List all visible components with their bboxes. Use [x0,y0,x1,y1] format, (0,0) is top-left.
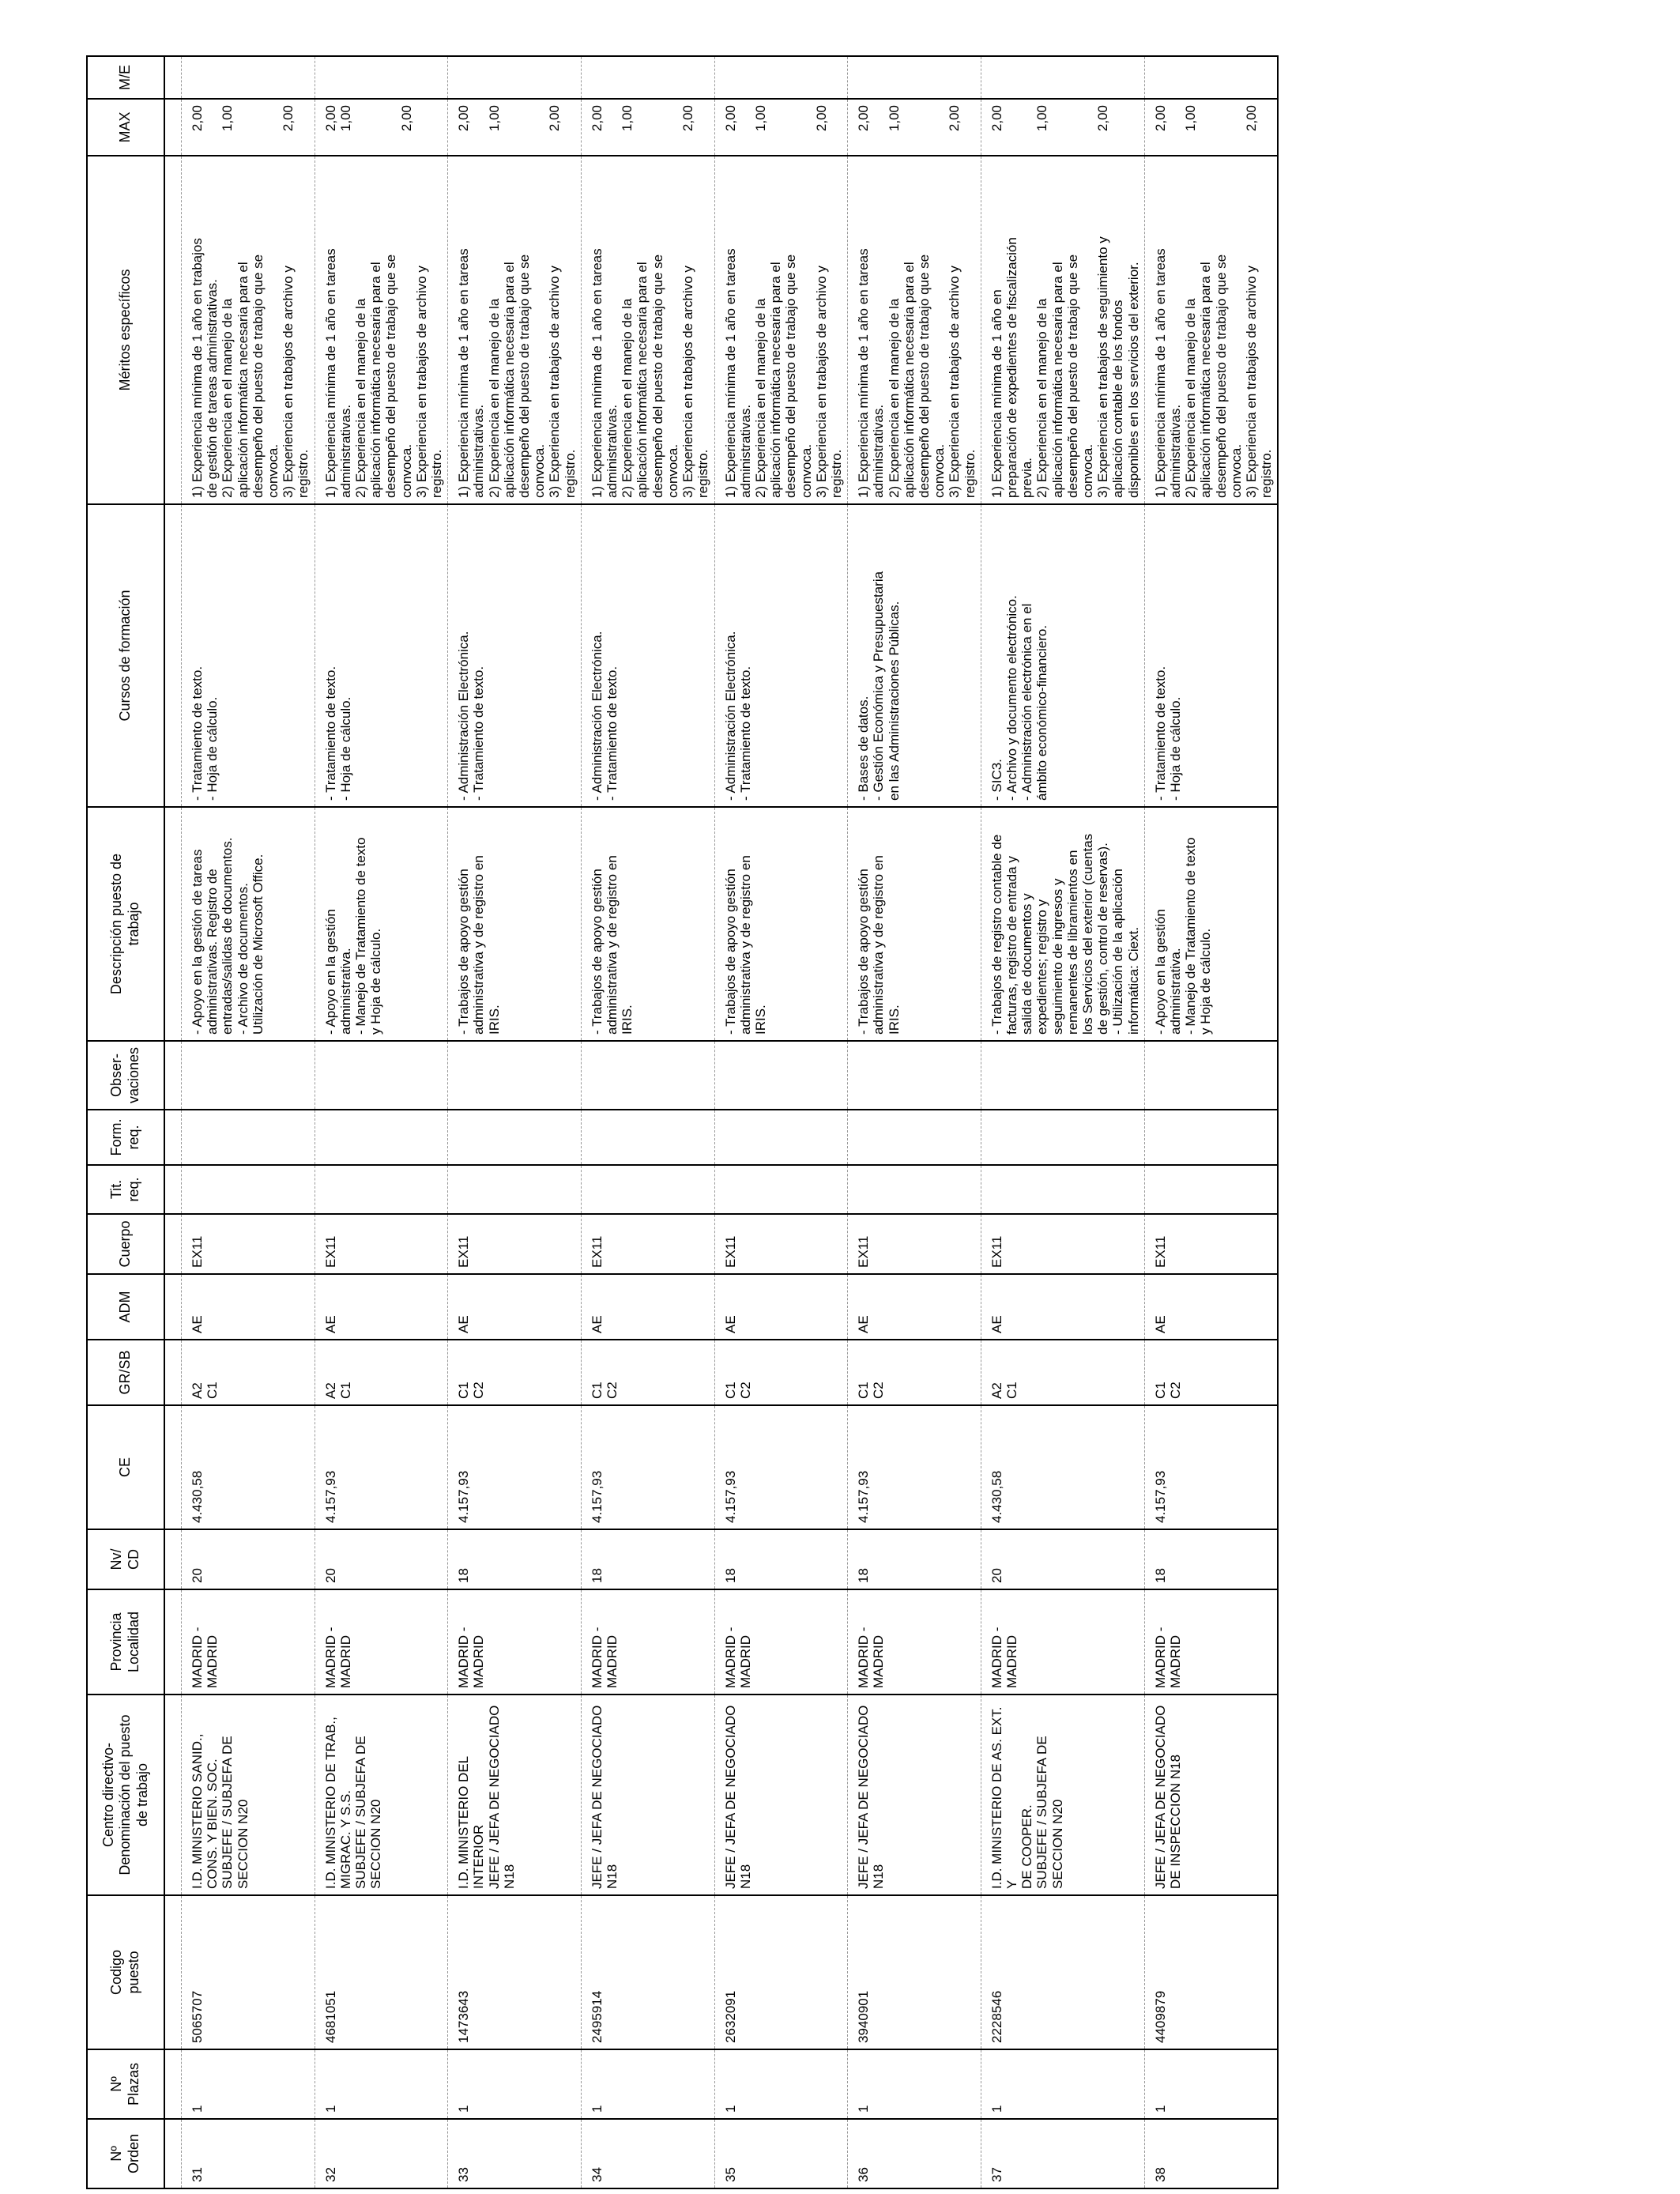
header-nivel: Nv/ CD [87,1529,164,1589]
cell-obs [448,1041,582,1110]
cell-descripcion: - Apoyo en la gestión administrativa. - Manejo de Tratamiento de texto y Hoja de cálculo. [315,807,448,1041]
table-row [981,56,1144,2188]
header-adm: ADM [87,1274,164,1340]
max-score: 2,00 [1095,105,1111,132]
table-row [581,56,714,2188]
spacer-cell [164,1405,182,1529]
cell-max [315,99,448,156]
cell-tit [981,1165,1144,1214]
cell-cuerpo: EX11 [848,1214,981,1274]
cell-tit [448,1165,582,1214]
cell-provincia: MADRID - MADRID [714,1589,848,1695]
max-score: 2,00 [680,105,696,132]
cell-grsb: A2 C1 [182,1340,315,1405]
cell-cuerpo: EX11 [714,1214,848,1274]
cell-codigo: 2228546 [981,1895,1144,2049]
cell-adm: AE [581,1274,714,1340]
cell-centro: JEFE / JEFA DE NEGOCIADO N18 [581,1695,714,1895]
max-score: 2,00 [722,105,738,132]
header-row [87,56,164,2188]
max-score: 1,00 [752,105,768,132]
header-obs: Obser- vaciones [87,1041,164,1110]
max-score: 2,00 [1152,105,1168,132]
cell-plazas: 1 [315,2049,448,2119]
cell-descripcion: - Trabajos de apoyo gestión administrativa y de registro en IRIS. [581,807,714,1041]
max-score: 2,00 [190,105,205,132]
cell-me [315,56,448,99]
cell-plazas: 1 [714,2049,848,2119]
cell-me [182,56,315,99]
cell-cuerpo: EX11 [448,1214,582,1274]
cell-ce: 4.430,58 [981,1405,1144,1529]
cell-form [848,1110,981,1165]
cell-orden: 36 [848,2119,981,2188]
header-me: M/E [87,56,164,99]
cell-form [315,1110,448,1165]
cell-centro: JEFE / JEFA DE NEGOCIADO DE INSPECCION N18 [1144,1695,1278,1895]
max-score: 2,00 [281,105,296,132]
spacer-cell [164,1214,182,1274]
max-score: 2,00 [547,105,563,132]
cell-nivel: 18 [714,1529,848,1589]
spacer-cell [164,504,182,807]
cell-grsb: C1 C2 [581,1340,714,1405]
spacer-cell [164,1529,182,1589]
cell-grsb: C1 C2 [848,1340,981,1405]
cell-max [448,99,582,156]
cell-obs [182,1041,315,1110]
cell-ce: 4.157,93 [848,1405,981,1529]
cell-plazas: 1 [981,2049,1144,2119]
spacer-row [164,56,182,2188]
cell-nivel: 20 [182,1529,315,1589]
cell-adm: AE [448,1274,582,1340]
cell-cuerpo: EX11 [981,1214,1144,1274]
cell-cursos: - Tratamiento de texto. - Hoja de cálculo. [315,504,448,807]
cell-plazas: 1 [581,2049,714,2119]
max-score: 2,00 [322,105,338,132]
cell-me [714,56,848,99]
cell-orden: 38 [1144,2119,1278,2188]
cell-nivel: 20 [315,1529,448,1589]
cell-descripcion: - Trabajos de registro contable de facturas, registro de entrada y salida de documentos y expedientes; registro y seguimiento de ingresos y remanentes de libramientos en los Servicios del exterior (cuentas de gestión, control de reservas). - Utilización de la aplicación informática: Ciext. [981,807,1144,1041]
cell-meritos: 1) Experiencia mínima de 1 año en tareas administrativas. 2) Experiencia en el manejo de la aplicación informática necesaria para el desempeño del puesto de trabajo que se convoca. 3) Experiencia en trabajos de archivo y registro. [848,156,981,504]
cell-grsb: C1 C2 [714,1340,848,1405]
cell-adm: AE [981,1274,1144,1340]
max-score: 2,00 [456,105,472,132]
spacer-cell [164,1274,182,1340]
spacer-cell [164,1041,182,1110]
cell-tit [1144,1165,1278,1214]
cell-cuerpo: EX11 [1144,1214,1278,1274]
cell-descripcion: - Trabajos de apoyo gestión administrativa y de registro en IRIS. [848,807,981,1041]
cell-centro: I.D. MINISTERIO DEL INTERIOR JEFE / JEFA DE NEGOCIADO N18 [448,1695,582,1895]
cell-max [981,99,1144,156]
max-score: 2,00 [1244,105,1260,132]
cell-adm: AE [1144,1274,1278,1340]
max-score: 2,00 [589,105,605,132]
cell-cursos: - Administración Electrónica. - Tratamiento de texto. [714,504,848,807]
header-cuerpo: Cuerpo [87,1214,164,1274]
spacer-cell [164,1895,182,2049]
table-row [714,56,848,2188]
table-row [448,56,582,2188]
cell-max [182,99,315,156]
cell-provincia: MADRID - MADRID [182,1589,315,1695]
cell-cuerpo: EX11 [182,1214,315,1274]
cell-orden: 37 [981,2119,1144,2188]
cell-nivel: 18 [448,1529,582,1589]
spacer-cell [164,2049,182,2119]
cell-adm: AE [182,1274,315,1340]
cell-ce: 4.157,93 [315,1405,448,1529]
cell-centro: I.D. MINISTERIO DE AS. EXT. Y DE COOPER. SUBJEFE / SUBJEFA DE SECCION N20 [981,1695,1144,1895]
spacer-cell [164,1589,182,1695]
header-tit: Tit. req. [87,1165,164,1214]
cell-grsb: C1 C2 [1144,1340,1278,1405]
cell-nivel: 18 [1144,1529,1278,1589]
cell-cuerpo: EX11 [581,1214,714,1274]
max-score: 2,00 [947,105,962,132]
cell-form [448,1110,582,1165]
cell-meritos: 1) Experiencia mínima de 1 año en tareas administrativas. 2) Experiencia en el manejo de la aplicación informática necesaria para el desempeño del puesto de trabajo que se convoca. 3) Experiencia en trabajos de archivo y registro. [581,156,714,504]
cell-obs [848,1041,981,1110]
cell-cursos: - Administración Electrónica. - Tratamiento de texto. [581,504,714,807]
cell-obs [714,1041,848,1110]
cell-cursos: - SIC3. - Archivo y documento electrónico. - Administración electrónica en el ámbito económico-financiero. [981,504,1144,807]
cell-centro: JEFE / JEFA DE NEGOCIADO N18 [714,1695,848,1895]
cell-me [1144,56,1278,99]
cell-cuerpo: EX11 [315,1214,448,1274]
cell-codigo: 1473643 [448,1895,582,2049]
header-centro: Centro directivo- Denominación del puesto de trabajo [87,1695,164,1895]
spacer-cell [164,1340,182,1405]
cell-form [981,1110,1144,1165]
cell-max [1144,99,1278,156]
spacer-cell [164,156,182,504]
max-score: 1,00 [220,105,235,132]
cell-plazas: 1 [448,2049,582,2119]
spacer-cell [164,2119,182,2188]
max-score: 1,00 [886,105,902,132]
cell-plazas: 1 [182,2049,315,2119]
cell-descripcion: - Trabajos de apoyo gestión administrativa y de registro en IRIS. [714,807,848,1041]
cell-max [848,99,981,156]
cell-provincia: MADRID - MADRID [848,1589,981,1695]
cell-meritos: 1) Experiencia mínima de 1 año en tareas administrativas. 2) Experiencia en el manejo de la aplicación informática necesaria para el desempeño del puesto de trabajo que se convoca. 3) Experiencia en trabajos de archivo y registro. [315,156,448,504]
cell-max [581,99,714,156]
cell-centro: JEFE / JEFA DE NEGOCIADO N18 [848,1695,981,1895]
cell-obs [581,1041,714,1110]
header-descripcion: Descripción puesto de trabajo [87,807,164,1041]
cell-codigo: 5065707 [182,1895,315,2049]
cell-orden: 32 [315,2119,448,2188]
cell-tit [315,1165,448,1214]
job-positions-table [86,55,1279,2189]
cell-orden: 35 [714,2119,848,2188]
cell-meritos: 1) Experiencia mínima de 1 año en tareas administrativas. 2) Experiencia en el manejo de la aplicación informática necesaria para el desempeño del puesto de trabajo que se convoca. 3) Experiencia en trabajos de archivo y registro. [714,156,848,504]
cell-orden: 33 [448,2119,582,2188]
cell-grsb: A2 C1 [315,1340,448,1405]
header-orden: Nº Orden [87,2119,164,2188]
max-score: 2,00 [856,105,872,132]
max-score: 2,00 [989,105,1004,132]
cell-codigo: 2495914 [581,1895,714,2049]
cell-form [714,1110,848,1165]
spacer-cell [164,807,182,1041]
header-codigo: Codigo puesto [87,1895,164,2049]
cell-provincia: MADRID - MADRID [448,1589,582,1695]
cell-max [714,99,848,156]
cell-descripcion: - Apoyo en la gestión de tareas administrativas. Registro de entradas/salidas de documentos. - Archivo de documentos. Utilización de Microsoft Office. [182,807,315,1041]
cell-cursos: - Bases de datos. - Gestión Económica y Presupuestaria en las Administraciones Públicas. [848,504,981,807]
cell-nivel: 18 [848,1529,981,1589]
cell-form [182,1110,315,1165]
table-row [1144,56,1278,2188]
table-body [164,56,1278,2188]
spacer-cell [164,56,182,99]
cell-ce: 4.430,58 [182,1405,315,1529]
cell-cursos: - Administración Electrónica. - Tratamiento de texto. [448,504,582,807]
cell-adm: AE [848,1274,981,1340]
cell-orden: 34 [581,2119,714,2188]
header-ce: CE [87,1405,164,1529]
cell-cursos: - Tratamiento de texto. - Hoja de cálculo. [1144,504,1278,807]
cell-nivel: 18 [581,1529,714,1589]
cell-tit [714,1165,848,1214]
cell-provincia: MADRID - MADRID [315,1589,448,1695]
spacer-cell [164,1165,182,1214]
cell-tit [182,1165,315,1214]
max-score: 1,00 [1034,105,1050,132]
cell-me [581,56,714,99]
cell-provincia: MADRID - MADRID [581,1589,714,1695]
cell-grsb: A2 C1 [981,1340,1144,1405]
table-row [315,56,448,2188]
cell-cursos: - Tratamiento de texto. - Hoja de cálculo. [182,504,315,807]
max-score: 1,00 [486,105,502,132]
cell-meritos: 1) Experiencia mínima de 1 año en preparación de expedientes de fiscalización previa. 2) Experiencia en el manejo de la aplicación informática necesaria para el desempeño del puesto de trabajo que se convoca. 3) Experiencia en trabajos de seguimiento y aplicación contable de los fondos disponibles en los servicios del exterior. [981,156,1144,504]
cell-meritos: 1) Experiencia mínima de 1 año en tareas administrativas. 2) Experiencia en el manejo de la aplicación informática necesaria para el desempeño del puesto de trabajo que se convoca. 3) Experiencia en trabajos de archivo y registro. [1144,156,1278,504]
cell-obs [315,1041,448,1110]
header-plazas: Nº Plazas [87,2049,164,2119]
table-row [182,56,315,2188]
spacer-cell [164,1695,182,1895]
cell-ce: 4.157,93 [581,1405,714,1529]
cell-plazas: 1 [1144,2049,1278,2119]
cell-codigo: 2632091 [714,1895,848,2049]
cell-grsb: C1 C2 [448,1340,582,1405]
cell-obs [981,1041,1144,1110]
cell-adm: AE [315,1274,448,1340]
max-score: 2,00 [398,105,414,132]
header-provincia: Provincia Localidad [87,1589,164,1695]
cell-codigo: 4681051 [315,1895,448,2049]
cell-centro: I.D. MINISTERIO SANID., CONS. Y BIEN. SOC. SUBJEFE / SUBJEFA DE SECCION N20 [182,1695,315,1895]
table-row [848,56,981,2188]
spacer-cell [164,1110,182,1165]
cell-meritos: 1) Experiencia mínima de 1 año en trabajos de gestión de tareas administrativas. 2) Experiencia en el manejo de la aplicación informática necesaria para el desempeño del puesto de trabajo que se convoca. 3) Experiencia en trabajos de archivo y registro. [182,156,315,504]
cell-adm: AE [714,1274,848,1340]
cell-nivel: 20 [981,1529,1144,1589]
cell-form [581,1110,714,1165]
header-grsb: GR/SB [87,1340,164,1405]
cell-centro: I.D. MINISTERIO DE TRAB., MIGRAC. Y S.S. SUBJEFE / SUBJEFA DE SECCION N20 [315,1695,448,1895]
cell-obs [1144,1041,1278,1110]
cell-orden: 31 [182,2119,315,2188]
header-meritos: Méritos específicos [87,156,164,504]
cell-descripcion: - Apoyo en la gestión administrativa. - Manejo de Tratamiento de texto y Hoja de cálculo. [1144,807,1278,1041]
cell-ce: 4.157,93 [714,1405,848,1529]
max-score: 1,00 [620,105,635,132]
max-score: 1,00 [1183,105,1199,132]
cell-form [1144,1110,1278,1165]
header-form: Form. req. [87,1110,164,1165]
max-score: 2,00 [813,105,829,132]
cell-codigo: 3940901 [848,1895,981,2049]
max-score: 1,00 [337,105,353,132]
header-max: MAX [87,99,164,156]
header-cursos: Cursos de formación [87,504,164,807]
cell-codigo: 4409879 [1144,1895,1278,2049]
cell-plazas: 1 [848,2049,981,2119]
cell-meritos: 1) Experiencia mínima de 1 año en tareas administrativas. 2) Experiencia en el manejo de la aplicación informática necesaria para el desempeño del puesto de trabajo que se convoca. 3) Experiencia en trabajos de archivo y registro. [448,156,582,504]
cell-tit [581,1165,714,1214]
cell-me [981,56,1144,99]
cell-provincia: MADRID - MADRID [1144,1589,1278,1695]
cell-ce: 4.157,93 [448,1405,582,1529]
cell-ce: 4.157,93 [1144,1405,1278,1529]
cell-descripcion: - Trabajos de apoyo gestión administrativa y de registro en IRIS. [448,807,582,1041]
cell-me [848,56,981,99]
cell-tit [848,1165,981,1214]
cell-provincia: MADRID - MADRID [981,1589,1144,1695]
cell-me [448,56,582,99]
spacer-cell [164,99,182,156]
